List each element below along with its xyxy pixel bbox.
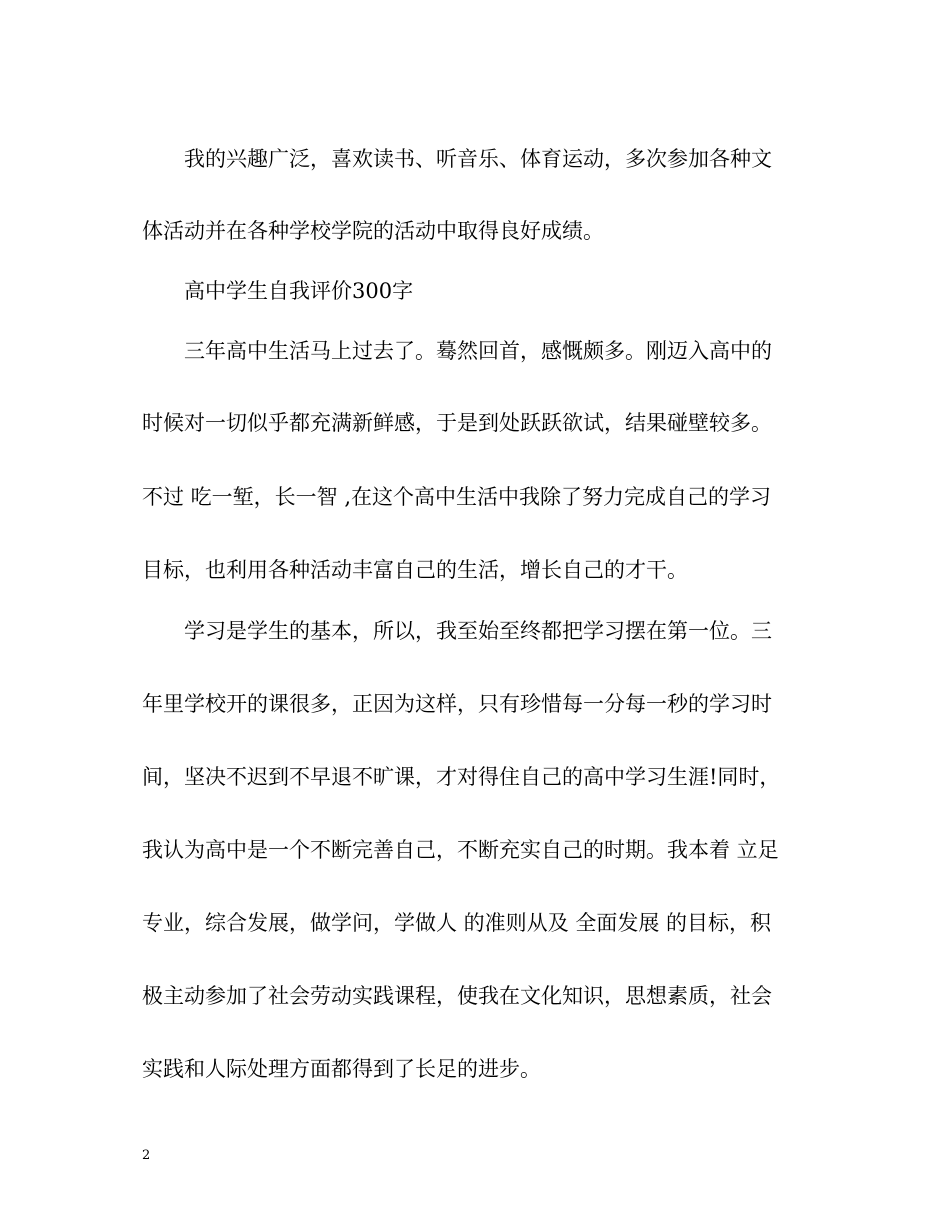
text-line: 不过 吃一堑，长一智 ,在这个高中生活中我除了努力完成自己的学习 bbox=[142, 485, 772, 509]
text-line: 我认为高中是一个不断完善自己，不断充实自己的时期。我本着 立足 bbox=[142, 838, 779, 862]
text-line: 时候对一切似乎都充满新鲜感，于是到处跃跃欲试，结果碰壁较多。 bbox=[142, 411, 772, 435]
page-number: 2 bbox=[142, 1148, 151, 1163]
text-line: 目标，也利用各种活动丰富自己的生活，增长自己的才干。 bbox=[142, 558, 688, 582]
text-line: 间，坚决不迟到不早退不旷课，才对得住自己的高中学习生涯!同时， bbox=[142, 765, 781, 789]
text-line: 专业，综合发展，做学问，学做人 的准则从及 全面发展 的目标，积 bbox=[142, 911, 772, 935]
text-line: 年里学校开的课很多，正因为这样，只有珍惜每一分每一秒的学习时 bbox=[142, 692, 772, 716]
text-line: 学习是学生的基本，所以，我至始至终都把学习摆在第一位。三 bbox=[142, 619, 772, 643]
text-line: 体活动并在各种学校学院的活动中取得良好成绩。 bbox=[142, 219, 604, 243]
section-heading: 高中学生自我评价300字 bbox=[142, 279, 414, 303]
text-line: 实践和人际处理方面都得到了长足的进步。 bbox=[142, 1057, 541, 1081]
text-line: 我的兴趣广泛，喜欢读书、听音乐、体育运动，多次参加各种文 bbox=[142, 147, 772, 171]
text-line: 三年高中生活马上过去了。蓦然回首，感慨颇多。刚迈入高中的 bbox=[142, 339, 772, 363]
text-line: 极主动参加了社会劳动实践课程，使我在文化知识，思想素质，社会 bbox=[142, 984, 772, 1008]
